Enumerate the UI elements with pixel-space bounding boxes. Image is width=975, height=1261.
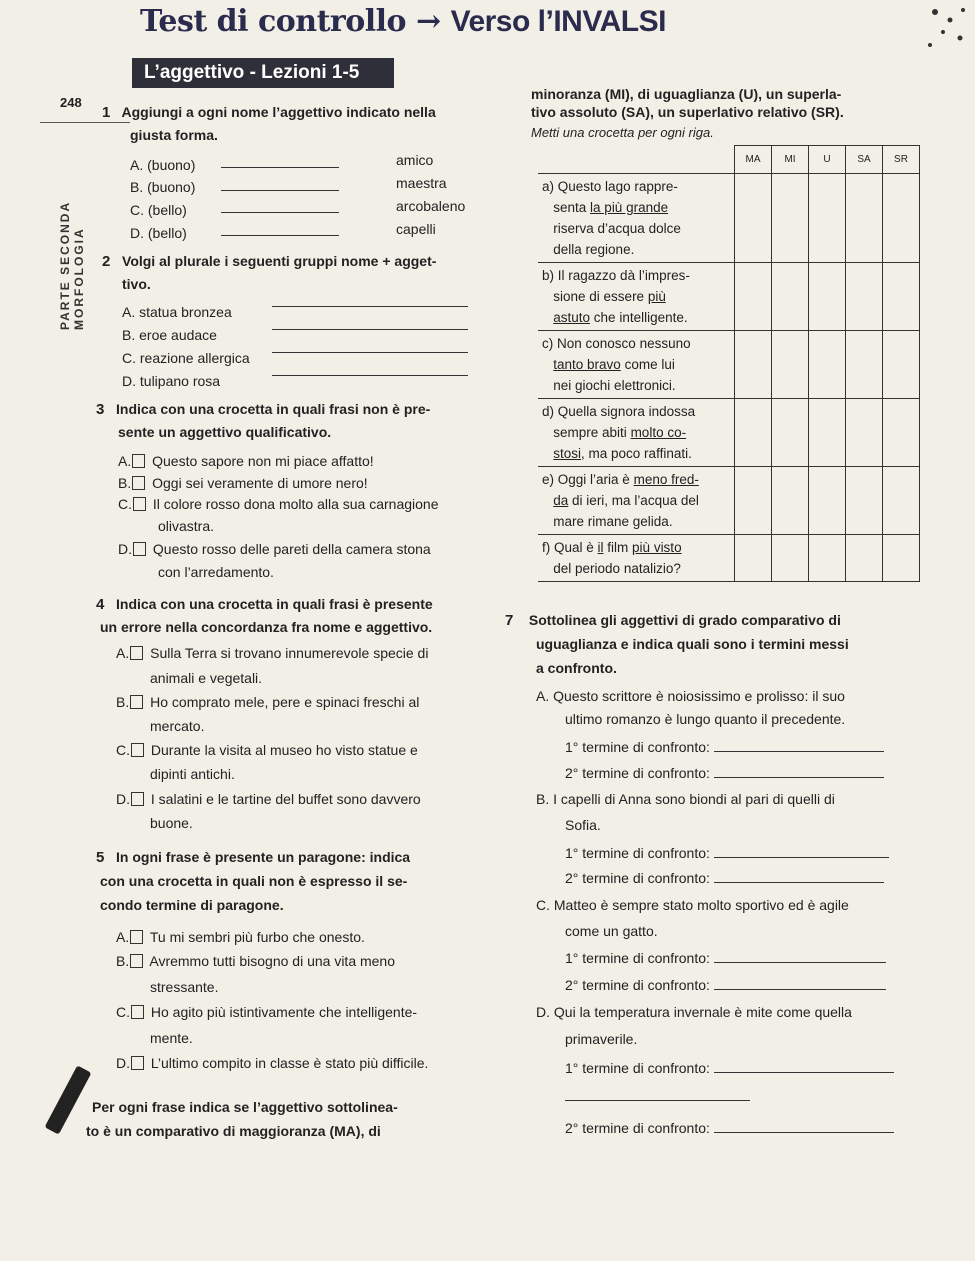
checkbox[interactable]: [132, 476, 145, 490]
answer-line[interactable]: [272, 329, 468, 330]
ex6-instruction-line3: minoranza (MI), di uguaglianza (U), un superla-: [531, 86, 842, 102]
sentence-part: nei giochi elettronici.: [553, 378, 676, 393]
sentence-part: Non conosco nessuno: [557, 336, 691, 351]
row-sentence: [538, 263, 735, 331]
checkbox[interactable]: [131, 792, 144, 806]
row-sentence: [538, 331, 735, 399]
option-text: I salatini e le tartine del buffet sono davvero: [150, 791, 421, 807]
check-cell[interactable]: [846, 399, 883, 467]
check-cell[interactable]: [772, 467, 809, 535]
option-text: buone.: [150, 815, 193, 831]
option-label: D.: [118, 541, 132, 557]
option-label: C.: [116, 742, 130, 758]
sentence-part: sempre abiti: [553, 425, 631, 440]
second-term-row: [565, 763, 884, 783]
check-cell[interactable]: [846, 535, 883, 582]
check-cell[interactable]: [772, 331, 809, 399]
table-row: [538, 399, 920, 467]
ex1-item-label: C. (bello): [130, 202, 187, 218]
ex3-option-b[interactable]: [118, 473, 368, 493]
second-term-label: 2° termine di confronto:: [565, 765, 710, 781]
check-cell[interactable]: [735, 331, 772, 399]
sentence-part: Quella signora indossa: [557, 404, 696, 419]
underlined-adjective: tanto bravo: [553, 357, 621, 372]
check-cell[interactable]: [846, 331, 883, 399]
check-cell[interactable]: [809, 174, 846, 263]
ex1-item: [130, 155, 195, 175]
row-label: b): [542, 268, 555, 283]
row-sentence: [538, 467, 735, 535]
ex2-instruction: [102, 250, 436, 273]
checkbox[interactable]: [130, 954, 143, 968]
option-text: L’ultimo compito in classe è stato più difficile.: [150, 1055, 429, 1071]
ex7-item-d: [536, 1002, 852, 1022]
sidebar-label: PARTE SECONDA MORFOLOGIA: [58, 201, 86, 330]
option-label: A.: [118, 453, 132, 469]
ex1-noun: capelli: [396, 221, 436, 237]
ex7-instruction: [505, 609, 841, 632]
first-term-row: [565, 737, 884, 757]
option-text: olivastra.: [158, 518, 215, 534]
column-header: SR: [883, 146, 920, 174]
option-label: D.: [116, 1055, 130, 1071]
ex3-number: 3: [96, 401, 105, 418]
ex3-instruction-line1: Indica con una crocetta in quali frasi non è pre-: [116, 401, 431, 417]
table-row: [538, 331, 920, 399]
answer-line[interactable]: [714, 857, 889, 858]
sentence-part: sione di essere: [553, 289, 648, 304]
answer-line[interactable]: [221, 212, 339, 213]
sentence-part: Qual è: [554, 540, 598, 555]
answer-line[interactable]: [272, 352, 468, 353]
answer-line[interactable]: [714, 882, 884, 883]
sentence-part: senta: [553, 200, 591, 215]
option-text: mente.: [150, 1030, 193, 1046]
page-number: 248: [60, 95, 82, 110]
ex7-item-a: [536, 686, 845, 706]
ex3-option-c[interactable]: [118, 494, 439, 514]
option-label: B.: [116, 953, 130, 969]
row-label: f): [542, 540, 551, 555]
answer-line[interactable]: [714, 1072, 894, 1073]
first-term-row: [565, 843, 889, 863]
item-label: C.: [536, 897, 550, 913]
page-pretitle: [140, 4, 666, 39]
underlined-adjective: stosi: [553, 446, 582, 461]
item-text: Qui la temperatura invernale è mite come quella: [553, 1004, 852, 1020]
ex1-number: 1: [102, 104, 111, 121]
option-label: C.: [116, 1004, 130, 1020]
ex1-noun: arcobaleno: [396, 198, 466, 214]
check-cell[interactable]: [846, 467, 883, 535]
option-text: Il colore rosso dona molto alla sua carnagione: [152, 496, 439, 512]
ex6-instruction-line4: tivo assoluto (SA), un superlativo relativo (SR).: [531, 104, 844, 120]
second-term-label: 2° termine di confronto:: [565, 1120, 710, 1136]
ex1-noun: amico: [396, 152, 434, 168]
ex4-option-a[interactable]: [116, 643, 428, 663]
ex4-instruction: [96, 593, 433, 616]
ex4-option-c[interactable]: [116, 740, 418, 760]
ex3-instruction: [96, 398, 430, 421]
checkbox[interactable]: [133, 497, 146, 511]
check-cell[interactable]: [772, 399, 809, 467]
underlined-adjective: la più grande: [590, 200, 669, 215]
item-text: primaverile.: [565, 1031, 638, 1047]
item-label: A.: [536, 688, 550, 704]
ex4-number: 4: [96, 596, 105, 613]
second-term-label: 2° termine di confronto:: [565, 977, 710, 993]
option-text: Tu mi sembri più furbo che onesto.: [149, 929, 365, 945]
ex5-instruction: [96, 846, 410, 869]
sentence-part: Il ragazzo dà l’impres-: [557, 268, 690, 283]
sentence-part: del periodo natalizio?: [553, 561, 681, 576]
item-text: Questo scrittore è noiosissimo e prolisso: il suo: [553, 688, 845, 704]
sentence-part: Oggi l’aria è: [557, 472, 634, 487]
first-term-label: 1° termine di confronto:: [565, 1060, 710, 1076]
checkbox[interactable]: [133, 542, 146, 556]
option-text: Durante la visita al museo ho visto statue e: [150, 742, 418, 758]
check-cell[interactable]: [772, 263, 809, 331]
ex2-instruction-line1: Volgi al plurale i seguenti gruppi nome + agget-: [122, 253, 437, 269]
second-term-label: 2° termine di confronto:: [565, 870, 710, 886]
row-label: a): [542, 179, 555, 194]
ex3-option-d[interactable]: [118, 539, 431, 559]
check-cell[interactable]: [883, 331, 920, 399]
ex4-option-d[interactable]: [116, 789, 421, 809]
checkbox[interactable]: [131, 743, 144, 757]
option-text: dipinti antichi.: [150, 766, 235, 782]
sentence-part: riserva d’acqua dolce: [553, 221, 681, 236]
item-text: Matteo è sempre stato molto sportivo ed è agile: [553, 897, 849, 913]
ex6-instruction-line2: to è un comparativo di maggioranza (MA), di: [86, 1123, 381, 1139]
sentence-part: , ma poco raffinati.: [581, 446, 692, 461]
ex5-number: 5: [96, 849, 105, 866]
check-cell[interactable]: [883, 467, 920, 535]
answer-line[interactable]: [714, 1132, 894, 1133]
ex1-item-label: D. (bello): [130, 225, 187, 241]
ex7-instruction-line3: a confronto.: [536, 660, 617, 676]
ex5-option-b[interactable]: [116, 951, 395, 971]
second-term-row: [565, 868, 884, 888]
underlined-adjective: il: [597, 540, 604, 555]
option-text: Ho agito più istintivamente che intelligente-: [150, 1004, 418, 1020]
option-label: D.: [116, 791, 130, 807]
first-term-label: 1° termine di confronto:: [565, 845, 710, 861]
answer-line[interactable]: [714, 962, 886, 963]
check-cell[interactable]: [735, 535, 772, 582]
check-cell[interactable]: [772, 535, 809, 582]
decorative-dots-icon: [915, 0, 975, 60]
option-text: Questo sapore non mi piace affatto!: [152, 453, 374, 469]
row-label: d): [542, 404, 555, 419]
ex4-option-b[interactable]: [116, 692, 419, 712]
answer-line[interactable]: [714, 751, 884, 752]
ex5-instruction-line1: In ogni frase è presente un paragone: indica: [116, 849, 411, 865]
table-header-blank: [538, 146, 735, 174]
page-title: Verso l’INVALSI: [450, 5, 666, 38]
answer-line[interactable]: [272, 375, 468, 376]
ex5-instruction-line2: con una crocetta in quali non è espresso il se-: [100, 873, 408, 889]
row-sentence: [538, 535, 735, 582]
sentence-part: film: [603, 540, 633, 555]
pencil-icon: [45, 1065, 92, 1134]
sentence-part: della regione.: [553, 242, 635, 257]
ex3-instruction-line2: sente un aggettivo qualificativo.: [118, 424, 332, 440]
ex6-table: [538, 145, 920, 582]
option-label: A.: [116, 929, 130, 945]
ex1-noun: maestra: [396, 175, 447, 191]
check-cell[interactable]: [883, 263, 920, 331]
check-cell[interactable]: [846, 263, 883, 331]
ex5-option-c[interactable]: [116, 1002, 417, 1022]
checkbox[interactable]: [131, 1005, 144, 1019]
check-cell[interactable]: [809, 399, 846, 467]
option-text: Oggi sei veramente di umore nero!: [152, 475, 368, 491]
check-cell[interactable]: [809, 467, 846, 535]
check-cell[interactable]: [809, 331, 846, 399]
option-label: B.: [118, 475, 132, 491]
column-header: MI: [772, 146, 809, 174]
lesson-banner: L’aggettivo - Lezioni 1-5: [132, 58, 394, 88]
pretitle-text: Test di controllo: [140, 4, 407, 39]
check-cell[interactable]: [735, 263, 772, 331]
ex5-instruction-line3: condo termine di paragone.: [100, 897, 284, 913]
ex5-option-a[interactable]: [116, 927, 365, 947]
row-label: e): [542, 472, 555, 487]
item-label: D.: [536, 1004, 550, 1020]
checkbox[interactable]: [130, 930, 143, 944]
ex6-instruction-line5: Metti una crocetta per ogni riga.: [531, 125, 714, 140]
underlined-adjective: da: [553, 493, 569, 508]
ex2-item: A. statua bronzea: [122, 304, 232, 320]
ex2-item: C. reazione allergica: [122, 350, 250, 366]
sentence-part: come lui: [620, 357, 675, 372]
sentence-part: di ieri, ma l’acqua del: [568, 493, 699, 508]
underlined-adjective: molto co-: [630, 425, 687, 440]
sentence-part: che intelligente.: [590, 310, 688, 325]
first-term-label: 1° termine di confronto:: [565, 950, 710, 966]
option-text: animali e vegetali.: [150, 670, 263, 686]
table-row: [538, 467, 920, 535]
row-sentence: [538, 174, 735, 263]
ex3-option-a[interactable]: [118, 451, 374, 471]
option-text: Sulla Terra si trovano innumerevole specie di: [150, 645, 429, 661]
option-text: Questo rosso delle pareti della camera stona: [152, 541, 431, 557]
ex1-item-label: B. (buono): [130, 179, 196, 195]
answer-line[interactable]: [714, 777, 884, 778]
check-cell[interactable]: [883, 174, 920, 263]
item-text: I capelli di Anna sono biondi al pari di quelli di: [553, 791, 835, 807]
item-text: Sofia.: [565, 817, 601, 833]
item-text: ultimo romanzo è lungo quanto il precedente.: [565, 711, 846, 727]
checkbox[interactable]: [132, 454, 145, 468]
underlined-adjective: più visto: [632, 540, 682, 555]
ex7-item-c: [536, 895, 849, 915]
ex6-instruction-line1: Per ogni frase indica se l’aggettivo sottolinea-: [92, 1099, 398, 1115]
underlined-adjective: più: [647, 289, 666, 304]
table-row: [538, 535, 920, 582]
check-cell[interactable]: [883, 535, 920, 582]
first-term-row: [565, 1058, 894, 1078]
check-cell[interactable]: [883, 399, 920, 467]
first-term-row: [565, 948, 886, 968]
underlined-adjective: astuto: [553, 310, 591, 325]
option-text: con l’arredamento.: [158, 564, 274, 580]
ex2-instruction-line2: tivo.: [122, 276, 151, 292]
ex7-number: 7: [505, 612, 514, 629]
row-label: c): [542, 336, 554, 351]
check-cell[interactable]: [735, 467, 772, 535]
option-label: B.: [116, 694, 130, 710]
check-cell[interactable]: [846, 174, 883, 263]
ex1-instruction: [102, 101, 436, 124]
answer-line[interactable]: [221, 167, 339, 168]
ex1-instruction-line1: Aggiungi a ogni nome l’aggettivo indicato nella: [121, 104, 436, 120]
option-text: mercato.: [150, 718, 205, 734]
underlined-adjective: meno fred-: [633, 472, 699, 487]
option-text: Avremmo tutti bisogno di una vita meno: [149, 953, 396, 969]
column-header: U: [809, 146, 846, 174]
option-label: C.: [118, 496, 132, 512]
ex1-instruction-line2: giusta forma.: [130, 127, 218, 143]
table-row: [538, 174, 920, 263]
item-label: B.: [536, 791, 550, 807]
answer-line[interactable]: [221, 235, 339, 236]
second-term-row: [565, 975, 886, 995]
checkbox[interactable]: [130, 695, 143, 709]
arrow-icon: →: [416, 4, 441, 39]
second-term-row: [565, 1118, 894, 1138]
check-cell[interactable]: [809, 535, 846, 582]
table-row: [538, 263, 920, 331]
first-term-label: 1° termine di confronto:: [565, 739, 710, 755]
answer-line[interactable]: [221, 190, 339, 191]
answer-line[interactable]: [714, 989, 886, 990]
table-header-row: [538, 146, 920, 174]
answer-line[interactable]: [272, 306, 468, 307]
check-cell[interactable]: [735, 399, 772, 467]
answer-line[interactable]: [565, 1100, 750, 1101]
option-text: Ho comprato mele, pere e spinaci freschi al: [150, 694, 420, 710]
ex1-item-label: A. (buono): [130, 157, 196, 173]
ex7-instruction-line1: Sottolinea gli aggettivi di grado comparativo di: [528, 612, 841, 628]
check-cell[interactable]: [735, 174, 772, 263]
ex4-instruction-line2: un errore nella concordanza fra nome e aggettivo.: [100, 619, 433, 635]
option-label: A.: [116, 645, 130, 661]
ex2-number: 2: [102, 253, 111, 270]
ex7-item-b: [536, 789, 835, 809]
column-header: SA: [846, 146, 883, 174]
ex2-item: D. tulipano rosa: [122, 373, 221, 389]
ex2-item: B. eroe audace: [122, 327, 217, 343]
row-sentence: [538, 399, 735, 467]
checkbox[interactable]: [131, 1056, 144, 1070]
check-cell[interactable]: [809, 263, 846, 331]
ex7-instruction-line2: uguaglianza e indica quali sono i termini messi: [536, 636, 849, 652]
item-text: come un gatto.: [565, 923, 658, 939]
option-text: stressante.: [150, 979, 219, 995]
sentence-part: Questo lago rappre-: [557, 179, 678, 194]
column-header: MA: [735, 146, 772, 174]
check-cell[interactable]: [772, 174, 809, 263]
ex4-instruction-line1: Indica con una crocetta in quali frasi è presente: [116, 596, 433, 612]
sentence-part: mare rimane gelida.: [553, 514, 673, 529]
checkbox[interactable]: [130, 646, 143, 660]
ex5-option-d[interactable]: [116, 1053, 428, 1073]
